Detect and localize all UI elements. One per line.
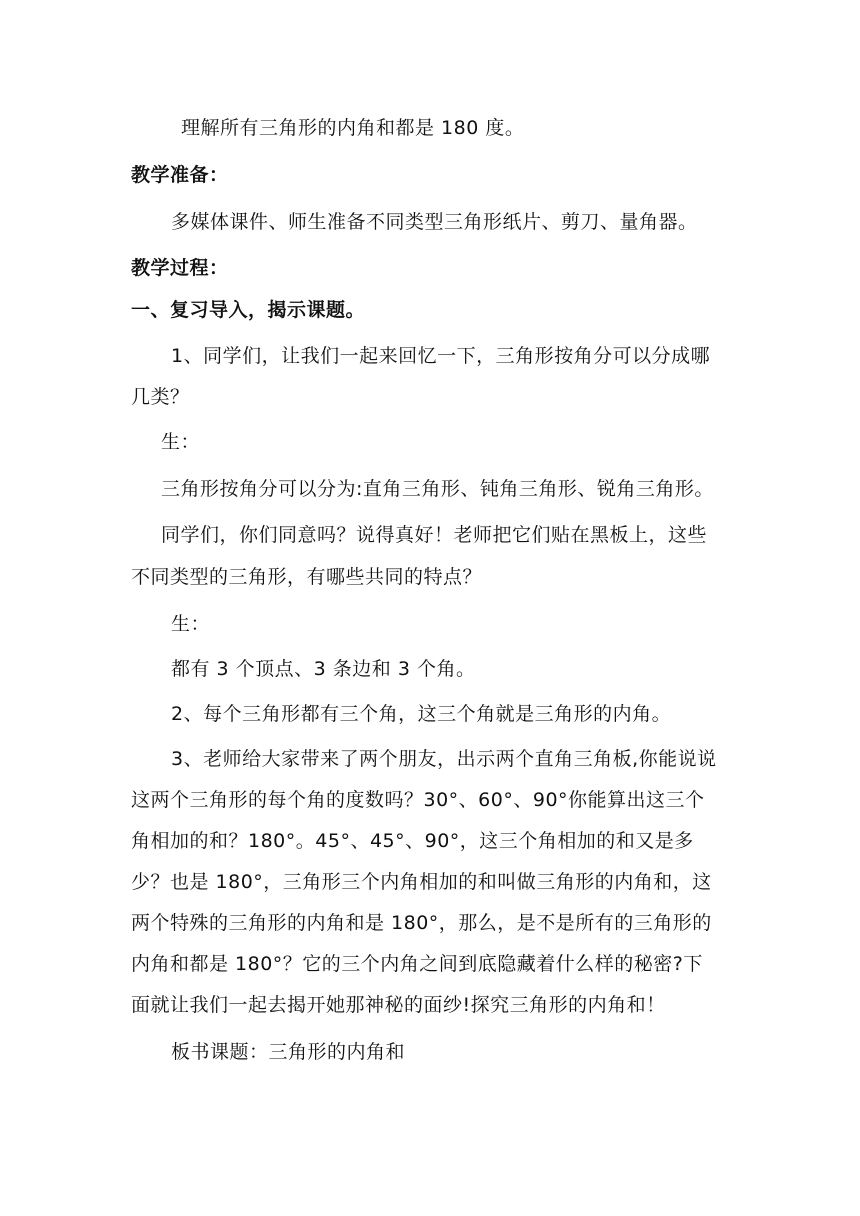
student-label: 生： [171,613,211,635]
student-label: 生： [161,431,201,453]
paragraph-line: 不同类型的三角形，有哪些共同的特点？ [131,566,483,588]
paragraph-line: 同学们，你们同意吗？说得真好！老师把它们贴在黑板上，这些 [161,524,708,546]
board-title-line: 板书课题：三角形的内角和 [171,1041,406,1063]
paragraph-line: 两个特殊的三角形的内角和是 180°，那么，是不是所有的三角形的 [131,912,712,934]
paragraph-line: 3、老师给大家带来了两个朋友，出示两个直角三角板,你能说说 [171,748,717,770]
subsection-heading-review: 一、复习导入，揭示课题。 [131,299,366,321]
preparation-text: 多媒体课件、师生准备不同类型三角形纸片、剪刀、量角器。 [171,211,698,233]
paragraph-line: 都有 3 个顶点、3 条边和 3 个角。 [171,658,476,680]
paragraph-line: 角相加的和？180°。45°、45°、90°，这三个角相加的和又是多 [131,830,694,852]
paragraph-line: 这两个三角形的每个角的度数吗？30°、60°、90°你能算出这三个 [131,789,705,811]
paragraph-line: 面就让我们一起去揭开她那神秘的面纱!探究三角形的内角和！ [131,994,666,1016]
paragraph-line: 几类？ [131,386,190,408]
paragraph-line: 1、同学们，让我们一起来回忆一下，三角形按角分可以分成哪 [171,345,711,367]
paragraph-line: 2、每个三角形都有三个角，这三个角就是三角形的内角。 [171,703,672,725]
section-heading-preparation: 教学准备： [131,164,229,186]
paragraph-line: 三角形按角分可以分为:直角三角形、钝角三角形、锐角三角形。 [161,478,714,500]
section-heading-process: 教学过程： [131,257,229,279]
objective-text: 理解所有三角形的内角和都是 180 度。 [181,117,525,139]
paragraph-line: 少？也是 180°，三角形三个内角相加的和叫做三角形的内角和，这 [131,871,712,893]
paragraph-line: 内角和都是 180°？它的三个内角之间到底隐藏着什么样的秘密?下 [131,953,703,975]
